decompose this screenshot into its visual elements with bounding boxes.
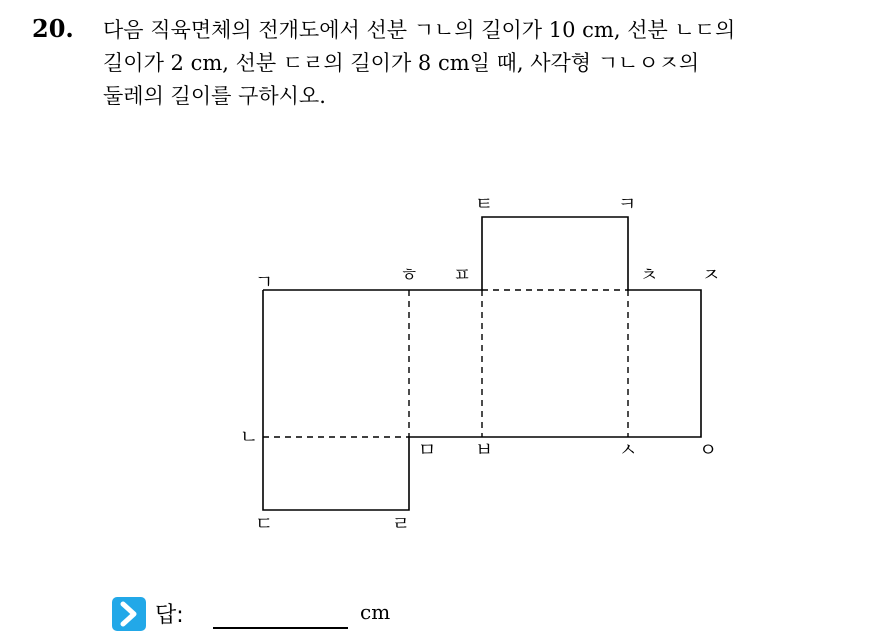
vertex-label-rieul: ㄹ: [391, 513, 411, 535]
vertex-label-pieup: ㅍ: [452, 264, 472, 286]
vertex-label-tieut: ㅌ: [474, 193, 494, 215]
vertex-label-bieup: ㅂ: [474, 439, 494, 461]
answer-unit: cm: [360, 600, 391, 624]
answer-row: [112, 594, 512, 634]
question-line-3: 둘레의 길이를 구하시오.: [103, 84, 326, 108]
answer-label: 답:: [155, 603, 184, 628]
vertex-label-nieun: ㄴ: [239, 426, 259, 448]
vertex-label-jieut: ㅈ: [701, 264, 721, 286]
answer-blank-field[interactable]: [213, 627, 348, 629]
question-line-2: 길이가 2 cm, 선분 ㄷㄹ의 길이가 8 cm일 때, 사각형 ㄱㄴㅇㅈ의: [103, 51, 700, 75]
chevron-right-icon: [112, 597, 146, 631]
vertex-label-siot: ㅅ: [618, 439, 638, 461]
vertex-label-hieut: ㅎ: [399, 264, 419, 286]
question-line-1: 다음 직육면체의 전개도에서 선분 ㄱㄴ의 길이가 10 cm, 선분 ㄴㄷ의: [103, 18, 736, 42]
vertex-label-chieut: ㅊ: [639, 264, 659, 286]
vertex-label-kieuk: ㅋ: [617, 193, 637, 215]
problem-number: 20.: [32, 14, 74, 43]
net-outline: [263, 217, 701, 510]
vertex-label-mieum: ㅁ: [417, 439, 437, 461]
vertex-label-digeut: ㄷ: [254, 513, 274, 535]
vertex-label-ieung: ㅇ: [698, 439, 718, 461]
vertex-label-giyeok: ㄱ: [254, 271, 274, 293]
